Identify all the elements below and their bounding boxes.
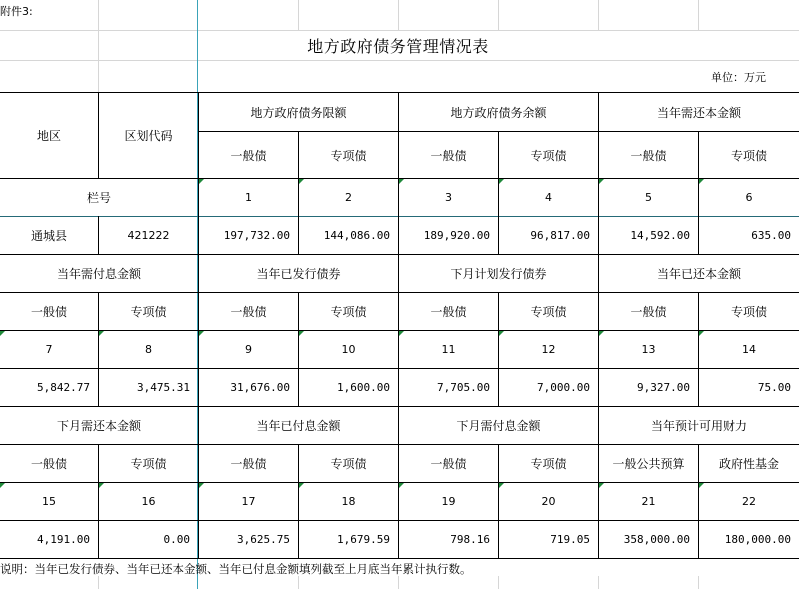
group-header: 当年已付息金额 (256, 419, 341, 433)
group-header: 当年需付息金额 (56, 267, 141, 281)
grid-line (698, 0, 699, 30)
error-indicator-icon (199, 331, 204, 336)
error-indicator-icon (499, 179, 504, 184)
value-cell: 9,327.00 (637, 381, 690, 394)
value-cell: 75.00 (757, 381, 791, 394)
column-number: 19 (441, 495, 456, 508)
group-header: 地方政府债务限额 (250, 105, 347, 120)
value-cell: 0.00 (163, 533, 190, 546)
error-indicator-icon (299, 179, 304, 184)
footnote: 说明：当年已发行债券、当年已还本金额、当年已付息金额填列截至上月底当年累计执行数。 (0, 562, 472, 576)
column-number: 1 (245, 191, 252, 204)
error-indicator-icon (299, 331, 304, 336)
column-number: 6 (745, 191, 753, 204)
subhead-general: 一般债 (230, 305, 267, 319)
value-cell: 358,000.00 (623, 533, 690, 546)
value-cell: 96,817.00 (530, 229, 590, 242)
value-cell: 197,732.00 (223, 229, 290, 242)
column-number: 15 (42, 495, 56, 508)
subhead-general: 一般债 (430, 305, 467, 319)
subhead: 一般债 (30, 457, 67, 471)
subhead-special: 专项债 (330, 148, 367, 163)
error-indicator-icon (499, 331, 504, 336)
value-cell: 3,625.75 (237, 533, 290, 546)
column-number: 2 (345, 191, 352, 204)
grid-line (598, 0, 599, 30)
error-indicator-icon (499, 483, 504, 488)
code-cell: 421222 (127, 229, 170, 242)
error-indicator-icon (99, 483, 104, 488)
column-number: 22 (742, 495, 756, 508)
column-number: 11 (441, 343, 456, 356)
group-header: 地方政府债务余额 (450, 105, 547, 120)
subhead-general: 一般债 (30, 305, 67, 319)
value-cell: 798.16 (450, 533, 490, 546)
subhead-special: 专项债 (330, 305, 367, 319)
subhead: 一般债 (430, 457, 467, 471)
subhead-special: 专项债 (530, 305, 567, 319)
column-number: 14 (742, 343, 756, 356)
value-cell: 7,000.00 (537, 381, 590, 394)
value-cell: 180,000.00 (724, 533, 791, 546)
subhead: 一般公共预算 (612, 457, 685, 471)
error-indicator-icon (599, 179, 604, 184)
column-number: 18 (341, 495, 356, 508)
column-number: 7 (45, 343, 53, 356)
group-header: 当年预计可用财力 (650, 419, 747, 433)
value-cell: 14,592.00 (630, 229, 690, 242)
column-number: 17 (241, 495, 256, 508)
column-number: 5 (645, 191, 652, 204)
error-indicator-icon (599, 331, 604, 336)
subhead: 专项债 (330, 457, 367, 471)
subhead-special: 专项债 (530, 148, 567, 163)
group-header: 当年需还本金额 (656, 105, 741, 120)
subhead-general: 一般债 (630, 305, 667, 319)
column-number: 13 (641, 343, 656, 356)
value-cell: 4,191.00 (37, 533, 90, 546)
value-cell: 719.05 (550, 533, 590, 546)
column-number: 4 (545, 191, 552, 204)
error-indicator-icon (399, 483, 404, 488)
grid-line (98, 0, 99, 92)
value-cell: 3,475.31 (137, 381, 190, 394)
grid-line (0, 60, 799, 61)
column-number: 21 (641, 495, 656, 508)
row-number-label: 栏号 (86, 191, 111, 205)
value-cell: 1,600.00 (337, 381, 390, 394)
error-indicator-icon (699, 179, 704, 184)
subhead-general: 一般债 (630, 148, 667, 163)
column-number: 8 (145, 343, 152, 356)
error-indicator-icon (0, 483, 5, 488)
column-number: 3 (445, 191, 452, 204)
page-title: 地方政府债务管理情况表 (307, 36, 489, 56)
value-cell: 5,842.77 (37, 381, 90, 394)
error-indicator-icon (399, 179, 404, 184)
attachment-label: 附件3: (0, 5, 33, 18)
error-indicator-icon (199, 179, 204, 184)
subhead-special: 专项债 (130, 305, 167, 319)
value-cell: 635.00 (751, 229, 791, 242)
grid-line (498, 0, 499, 30)
error-indicator-icon (399, 331, 404, 336)
column-number: 10 (341, 343, 356, 356)
subhead-general: 一般债 (230, 148, 267, 163)
error-indicator-icon (0, 331, 5, 336)
value-cell: 189,920.00 (423, 229, 490, 242)
group-header: 当年已还本金额 (656, 267, 741, 281)
group-header: 下月计划发行债券 (450, 267, 547, 281)
value-cell: 7,705.00 (437, 381, 490, 394)
error-indicator-icon (199, 483, 204, 488)
group-header: 下月需还本金额 (56, 419, 141, 433)
error-indicator-icon (299, 483, 304, 488)
header-code: 区划代码 (124, 129, 173, 143)
value-cell: 144,086.00 (323, 229, 390, 242)
group-header: 下月需付息金额 (456, 419, 541, 433)
column-number: 20 (541, 495, 556, 508)
column-number: 9 (245, 343, 252, 356)
subhead-general: 一般债 (430, 148, 467, 163)
value-cell: 1,679.59 (337, 533, 390, 546)
grid-line (298, 0, 299, 30)
unit-label: 单位：万元 (711, 71, 766, 84)
subhead: 一般债 (230, 457, 267, 471)
group-header: 当年已发行债券 (256, 267, 341, 281)
subhead-special: 专项债 (730, 305, 767, 319)
error-indicator-icon (699, 331, 704, 336)
error-indicator-icon (99, 331, 104, 336)
error-indicator-icon (599, 483, 604, 488)
subhead: 政府性基金 (718, 457, 779, 471)
subhead: 专项债 (130, 457, 167, 471)
value-cell: 31,676.00 (230, 381, 290, 394)
header-region: 地区 (36, 129, 61, 143)
column-number: 16 (141, 495, 156, 508)
column-number: 12 (541, 343, 556, 356)
subhead-special: 专项债 (730, 148, 767, 163)
region-cell: 通城县 (30, 229, 67, 243)
subhead: 专项债 (530, 457, 567, 471)
error-indicator-icon (699, 483, 704, 488)
grid-line (398, 0, 399, 30)
